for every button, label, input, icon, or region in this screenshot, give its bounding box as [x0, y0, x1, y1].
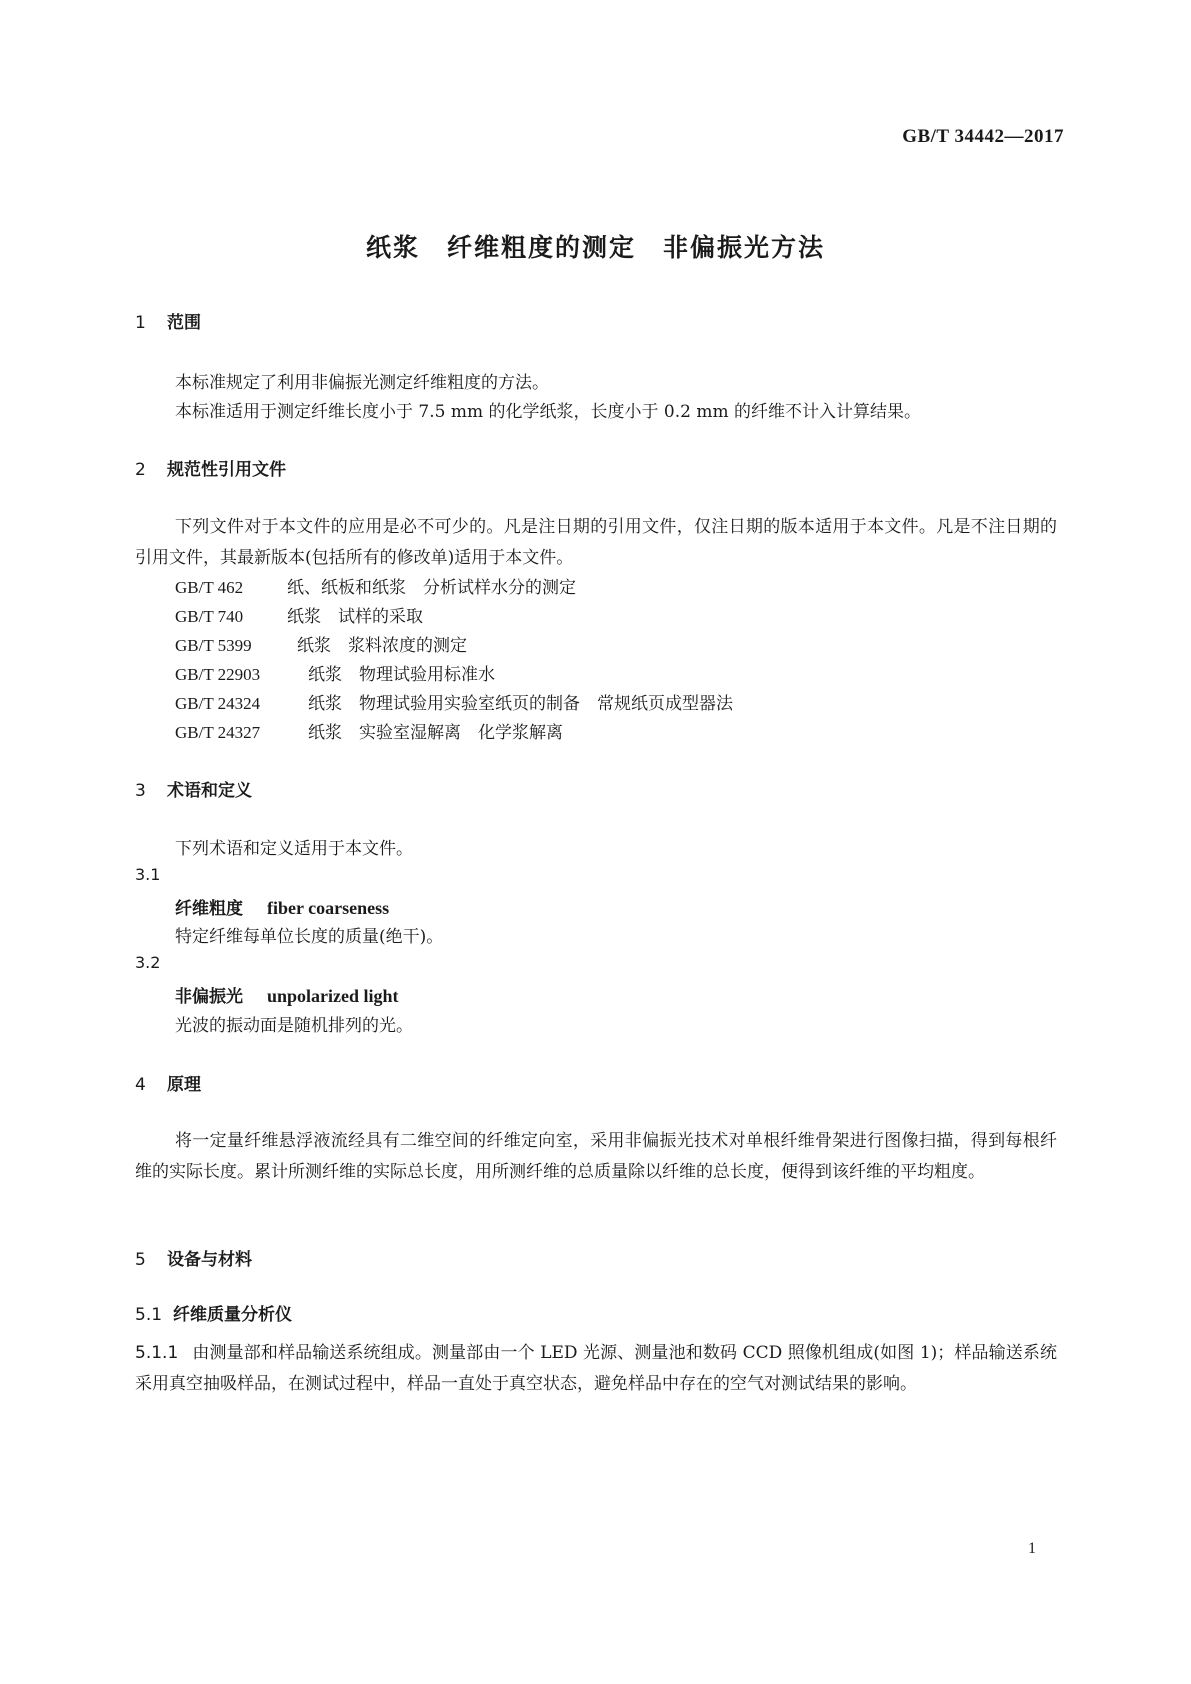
- subsection-number: 5.1: [135, 1305, 163, 1325]
- page-number: 1: [1028, 1540, 1036, 1557]
- reference-code: GB/T 740: [175, 607, 244, 626]
- reference-code: GB/T 5399: [175, 636, 252, 655]
- term-entry: [175, 894, 389, 919]
- section-title: 术语和定义: [167, 781, 252, 801]
- subsection-5-1-heading: [135, 1300, 292, 1325]
- clause-5-1-1: [135, 1338, 1057, 1400]
- reference-code: GB/T 24324: [175, 694, 261, 713]
- reference-item: [175, 602, 423, 627]
- clause-number: 5.1.1: [135, 1343, 179, 1363]
- term-chinese: 纤维粗度: [175, 899, 243, 919]
- term-entry: [175, 982, 399, 1007]
- reference-code: GB/T 462: [175, 578, 244, 597]
- section-3-heading: [135, 776, 252, 801]
- subsection-title: 纤维质量分析仪: [173, 1305, 292, 1325]
- section-title: 范围: [167, 313, 201, 333]
- document-title: 纸浆 纤维粗度的测定 非偏振光方法: [365, 233, 825, 262]
- reference-item: [175, 660, 495, 685]
- reference-item: [175, 718, 563, 743]
- principle-paragraph: 将一定量纤维悬浮液流经具有二维空间的纤维定向室，采用非偏振光技术对单根纤维骨架进行图像扫描，得到每根纤维的实际长度。累计所测纤维的实际总长度，用所测纤维的总质量除以纤维的总长度，便得到该纤维的平均粗度。: [135, 1131, 1057, 1182]
- clause-text: 由测量部和样品输送系统组成。测量部由一个 LED 光源、测量池和数码 CCD 照像机组成(如图 1)；样品输送系统采用真空抽吸样品，在测试过程中，样品一直处于真空状态，避免样品中存在的空气对测试结果的影响。: [135, 1343, 1057, 1394]
- reference-title: 纸浆 实验室湿解离 化学浆解离: [308, 723, 563, 743]
- reference-title: 纸浆 物理试验用实验室纸页的制备 常规纸页成型器法: [308, 694, 733, 714]
- section-5-heading: [135, 1245, 252, 1270]
- reference-code: GB/T 22903: [175, 665, 261, 684]
- term-english: unpolarized light: [267, 986, 399, 1006]
- section-number: 2: [135, 460, 146, 480]
- normative-references-intro: 下列文件对于本文件的应用是必不可少的。凡是注日期的引用文件，仅注日期的版本适用于本文件。凡是不注日期的引用文件，其最新版本(包括所有的修改单)适用于本文件。: [135, 517, 1057, 568]
- terms-intro: 下列术语和定义适用于本文件。: [175, 839, 413, 859]
- term-number: 3.2: [135, 953, 161, 972]
- scope-paragraph-1: 本标准规定了利用非偏振光测定纤维粗度的方法。: [175, 373, 549, 393]
- term-number: 3.1: [135, 865, 161, 884]
- section-2-heading: [135, 455, 286, 480]
- section-number: 1: [135, 313, 146, 333]
- reference-title: 纸浆 浆料浓度的测定: [297, 636, 467, 656]
- section-number: 4: [135, 1075, 146, 1095]
- section-title: 原理: [167, 1075, 201, 1095]
- term-definition: 特定纤维每单位长度的质量(绝干)。: [175, 927, 444, 947]
- section-1-heading: [135, 308, 201, 333]
- section-number: 3: [135, 781, 146, 801]
- standard-code: GB/T 34442—2017: [902, 126, 1064, 147]
- reference-title: 纸、纸板和纸浆 分析试样水分的测定: [287, 578, 576, 598]
- reference-title: 纸浆 试样的采取: [287, 607, 423, 627]
- section-title: 设备与材料: [167, 1250, 252, 1270]
- reference-item: [175, 689, 733, 714]
- term-english: fiber coarseness: [267, 898, 390, 918]
- reference-item: [175, 631, 467, 656]
- section-title: 规范性引用文件: [167, 460, 286, 480]
- scope-paragraph-2: 本标准适用于测定纤维长度小于 7.5 mm 的化学纸浆，长度小于 0.2 mm 的纤维不计入计算结果。: [175, 402, 921, 422]
- reference-title: 纸浆 物理试验用标准水: [308, 665, 495, 685]
- term-chinese: 非偏振光: [175, 987, 243, 1007]
- section-number: 5: [135, 1250, 146, 1270]
- term-definition: 光波的振动面是随机排列的光。: [175, 1016, 413, 1036]
- section-4-heading: [135, 1070, 201, 1095]
- reference-item: [175, 573, 576, 598]
- reference-code: GB/T 24327: [175, 723, 261, 742]
